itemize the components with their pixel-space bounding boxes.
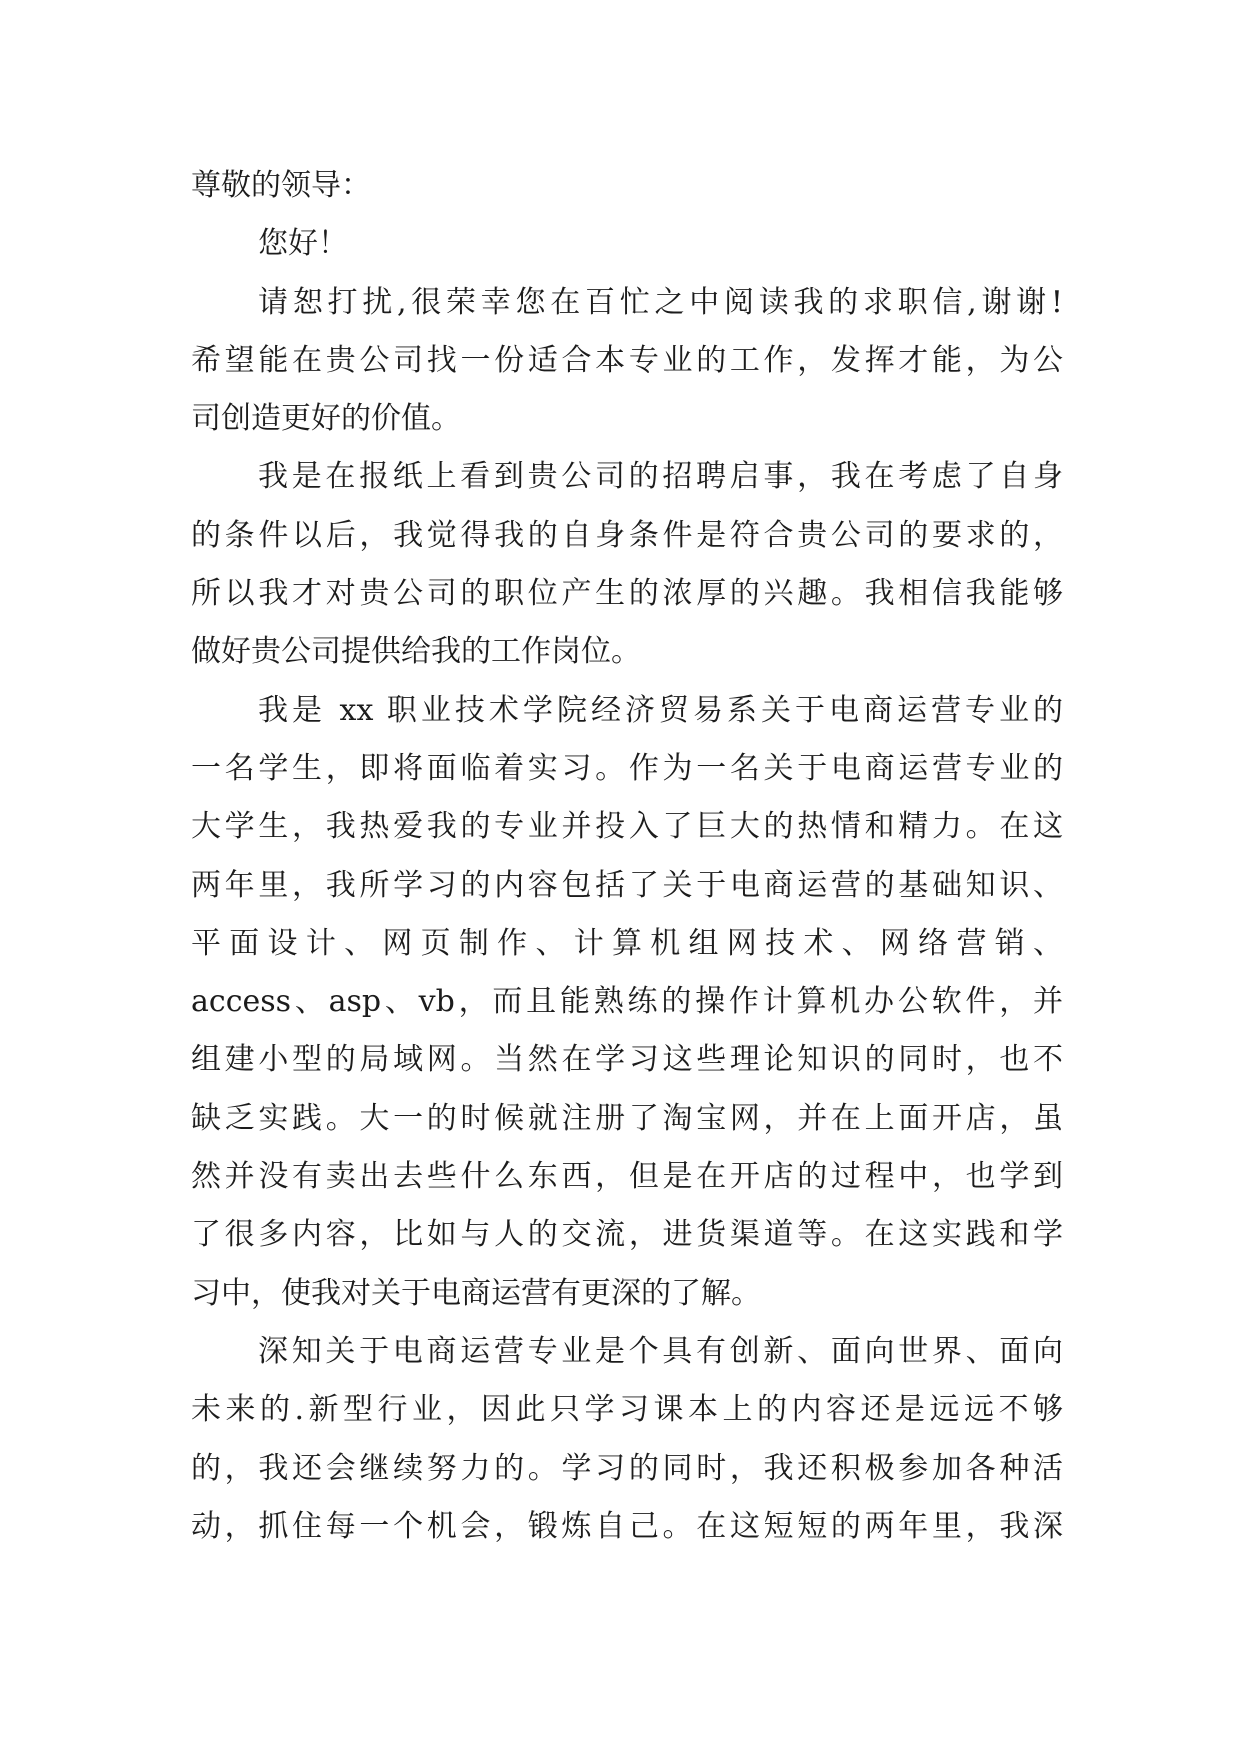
paragraph-line: 然并没有卖出去些什么东西，但是在开店的过程中，也学到 [191, 1159, 1063, 1195]
paragraph-line: 一名学生，即将面临着实习。作为一名关于电商运营专业的 [191, 750, 1063, 786]
paragraph-line: 深知关于电商运营专业是个具有创新、面向世界、面向 [258, 1333, 1063, 1369]
paragraph-greeting [191, 215, 1063, 273]
paragraph-line: 大学生，我热爱我的专业并投入了巨大的热情和精力。在这 [191, 809, 1063, 845]
paragraph-line: 组建小型的局域网。当然在学习这些理论知识的同时，也不 [191, 1042, 1063, 1078]
paragraph-line: 我是在报纸上看到贵公司的招聘启事，我在考虑了自身 [258, 459, 1063, 495]
paragraph-line: 缺乏实践。大一的时候就注册了淘宝网，并在上面开店，虽 [191, 1100, 1063, 1136]
paragraph-line: 司创造更好的价值。 [191, 401, 461, 437]
paragraph-line: 了很多内容，比如与人的交流，进货渠道等。在这实践和学 [191, 1217, 1063, 1253]
paragraph-line: 我是 xx 职业技术学院经济贸易系关于电商运营专业的 [258, 692, 1063, 728]
salutation: 尊敬的领导： [191, 168, 371, 203]
paragraph-line: 请恕打扰,很荣幸您在百忙之中阅读我的求职信,谢谢! [258, 284, 1063, 320]
paragraph-line: 做好贵公司提供给我的工作岗位。 [191, 634, 641, 670]
paragraph-line: 您好！ [258, 226, 348, 262]
letter-body [191, 157, 1063, 1556]
paragraph-line: 所以我才对贵公司的职位产生的浓厚的兴趣。我相信我能够 [191, 576, 1063, 612]
paragraph-line: 动，抓住每一个机会，锻炼自己。在这短短的两年里，我深 [191, 1508, 1063, 1544]
paragraph [191, 1323, 1063, 1556]
paragraph-line: 两年里，我所学习的内容包括了关于电商运营的基础知识、 [191, 867, 1063, 903]
paragraph [191, 274, 1063, 449]
paragraph-line: 未来的.新型行业，因此只学习课本上的内容还是远远不够 [191, 1392, 1063, 1428]
paragraph [191, 448, 1063, 681]
paragraph-line: 的，我还会继续努力的。学习的同时，我还积极参加各种活 [191, 1450, 1063, 1486]
paragraph-line: 习中，使我对关于电商运营有更深的了解。 [191, 1275, 761, 1311]
paragraph-line: access、asp、vb，而且能熟练的操作计算机办公软件，并 [191, 984, 1063, 1020]
paragraph [191, 682, 1063, 1323]
paragraph-line: 的条件以后，我觉得我的自身条件是符合贵公司的要求的， [191, 517, 1063, 553]
paragraph-line: 希望能在贵公司找一份适合本专业的工作，发挥才能，为公 [191, 342, 1063, 378]
paragraph-line: 平面设计、网页制作、计算机组网技术、网络营销、 [191, 925, 1063, 961]
